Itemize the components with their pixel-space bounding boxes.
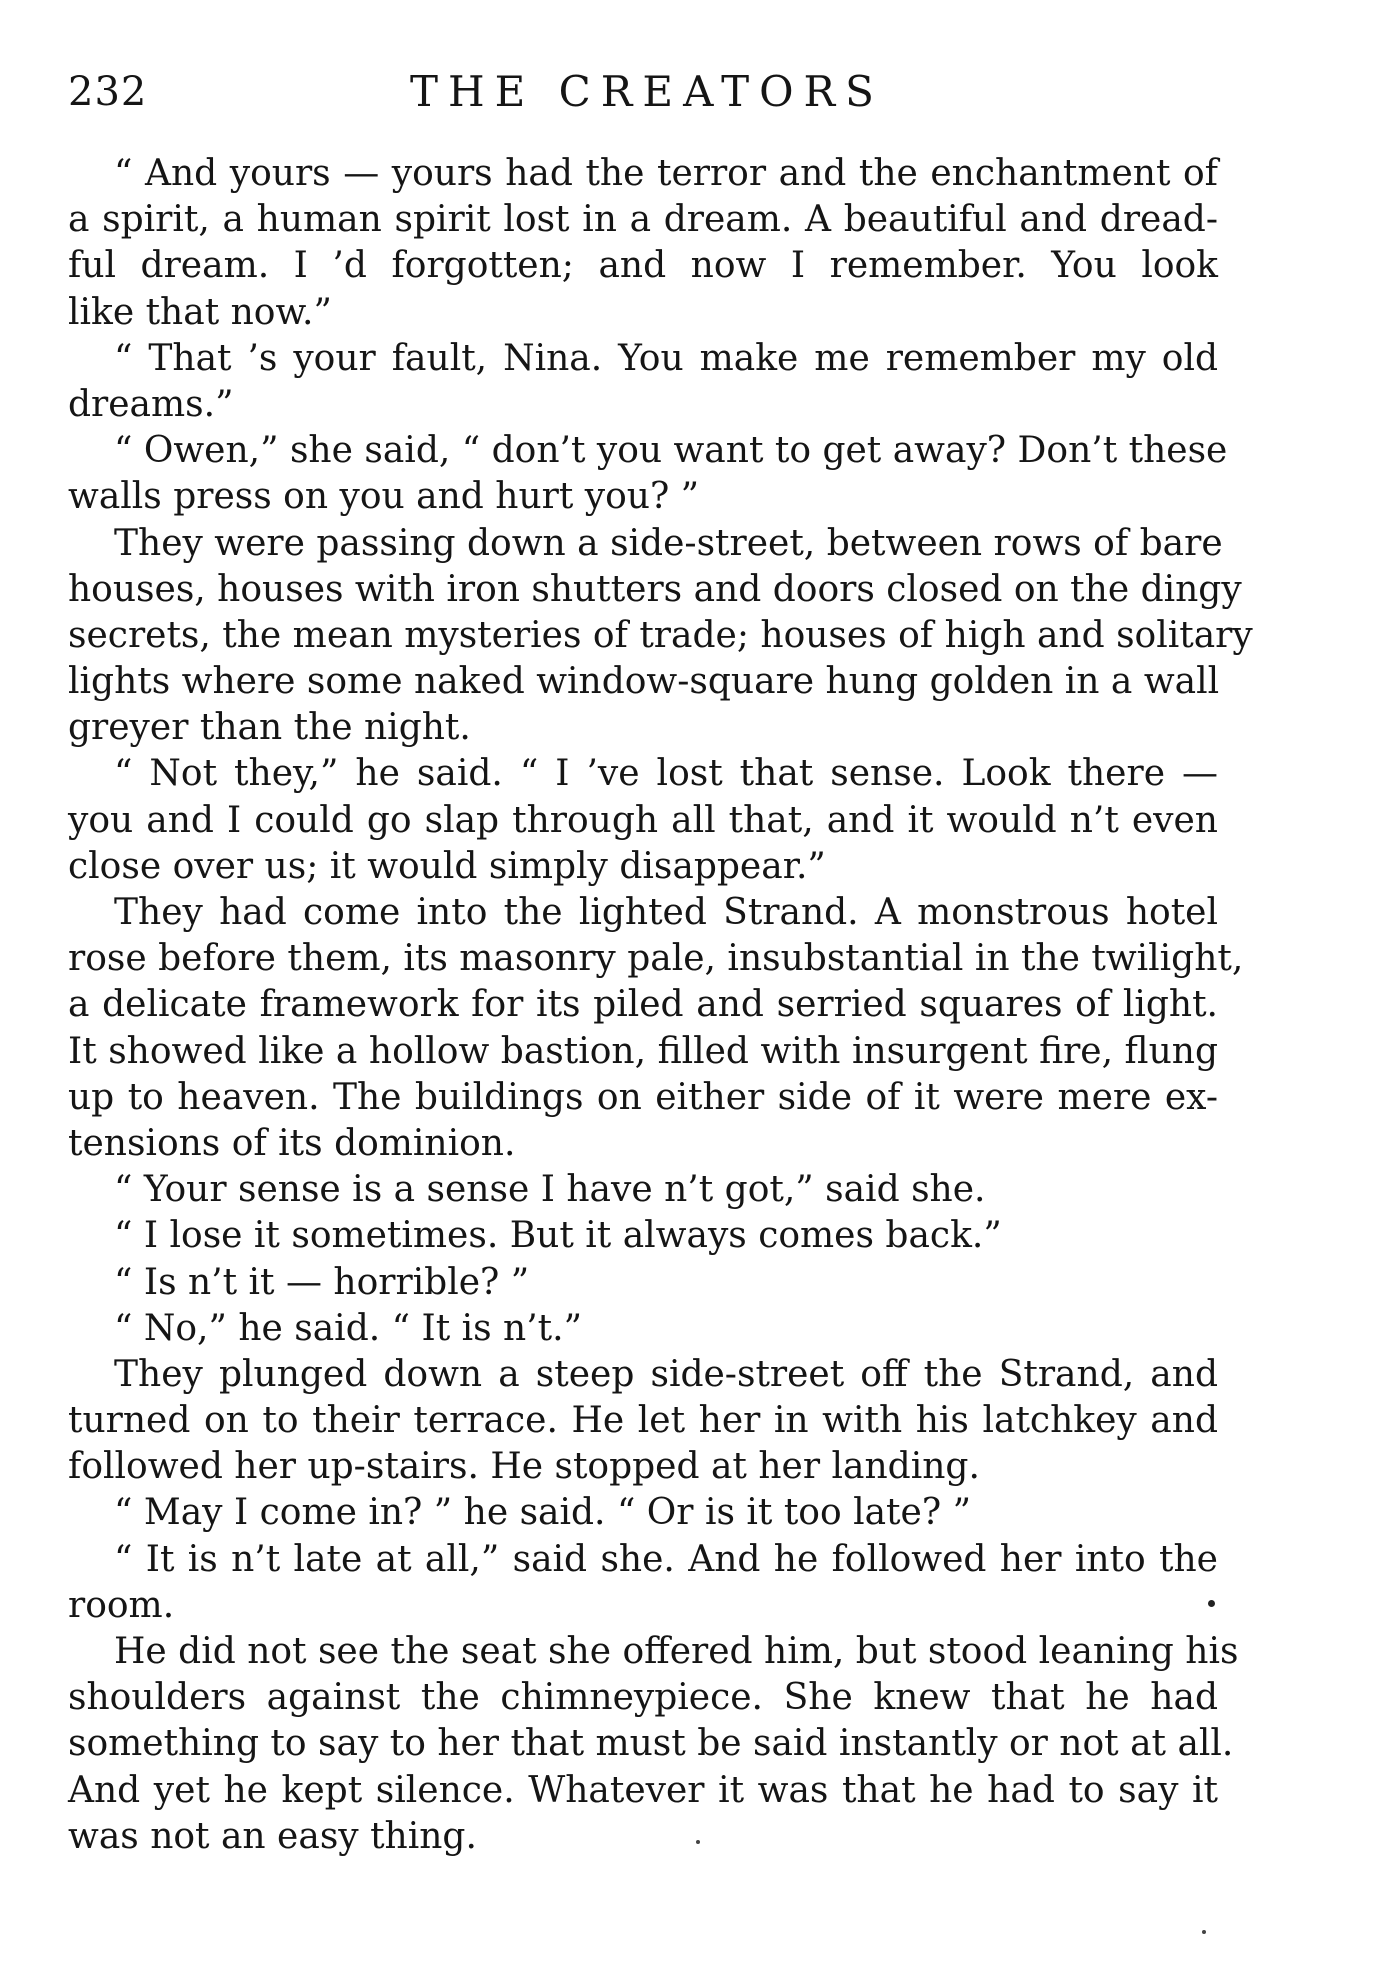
text-line: room.: [68, 1584, 175, 1626]
text-line: a spirit, a human spirit lost in a dream. A beautiful and dread-: [68, 199, 1218, 241]
text-line: walls press on you and hurt you? ”: [68, 476, 700, 518]
text-line: was not an easy thing.: [68, 1815, 477, 1857]
text-line: “ Owen,” she said, “ don’t you want to get away? Don’t these: [114, 430, 1228, 472]
text-line: “ I lose it sometimes. But it always comes back.”: [114, 1215, 1002, 1257]
text-line: something to say to her that must be said instantly or not at all.: [68, 1723, 1234, 1765]
text-line: greyer than the night.: [68, 707, 471, 749]
text-line: secrets, the mean mysteries of trade; houses of high and solitary: [68, 614, 1253, 656]
text-line: They had come into the lighted Strand. A monstrous hotel: [114, 892, 1218, 933]
text-line: “ Not they,” he said. “ I ’ve lost that sense. Look there —: [114, 753, 1218, 795]
text-line: tensions of its dominion.: [68, 1122, 516, 1164]
text-line: houses, houses with iron shutters and doors closed on the dingy: [68, 568, 1242, 610]
page-number: 232: [68, 69, 148, 115]
text-line: up to heaven. The buildings on either side of it were mere ex-: [68, 1076, 1218, 1118]
text-line: It showed like a hollow bastion, filled with insurgent fire, flung: [68, 1030, 1218, 1072]
text-line: They plunged down a steep side-street off the Strand, and: [114, 1353, 1218, 1395]
text-line: “ And yours — yours had the terror and the enchantment of: [114, 153, 1218, 194]
text-line: you and I could go slap through all that, and it would n’t even: [68, 799, 1218, 841]
text-line: close over us; it would simply disappear.”: [68, 845, 826, 887]
text-line: He did not see the seat she offered him, but stood leaning his: [114, 1631, 1239, 1672]
body-text: [68, 151, 1253, 1860]
running-head: [0, 62, 1392, 122]
text-line: “ May I come in? ” he said. “ Or is it too late? ”: [114, 1492, 971, 1534]
text-line: “ It is n’t late at all,” said she. And he followed her into the: [114, 1538, 1218, 1580]
text-line: “ That ’s your fault, Nina. You make me remember my old: [114, 337, 1218, 379]
print-mark: [1208, 1600, 1215, 1607]
text-line: lights where some naked window-square hung golden in a wall: [68, 661, 1220, 703]
text-line: “ Is n’t it — horrible? ”: [114, 1261, 530, 1303]
text-line: ful dream. I ’d forgotten; and now I remember. You look: [68, 245, 1218, 287]
text-line: dreams.”: [68, 383, 234, 425]
text-line: “ No,” he said. “ It is n’t.”: [114, 1307, 582, 1349]
running-title: THE CREATORS: [410, 67, 884, 116]
print-speck: [696, 1840, 700, 1844]
text-line: They were passing down a side-street, between rows of bare: [114, 522, 1223, 564]
text-line: a delicate framework for its piled and serried squares of light.: [68, 984, 1218, 1026]
text-line: followed her up-stairs. He stopped at her landing.: [68, 1446, 980, 1488]
text-line: turned on to their terrace. He let her in with his latchkey and: [68, 1400, 1218, 1442]
text-line: And yet he kept silence. Whatever it was that he had to say it: [68, 1769, 1218, 1811]
text-line: shoulders against the chimneypiece. She knew that he had: [68, 1677, 1218, 1719]
text-line: like that now.”: [68, 291, 332, 333]
print-speck: [1202, 1930, 1206, 1934]
text-line: “ Your sense is a sense I have n’t got,” said she.: [114, 1169, 986, 1211]
text-line: rose before them, its masonry pale, insubstantial in the twilight,: [68, 938, 1244, 980]
